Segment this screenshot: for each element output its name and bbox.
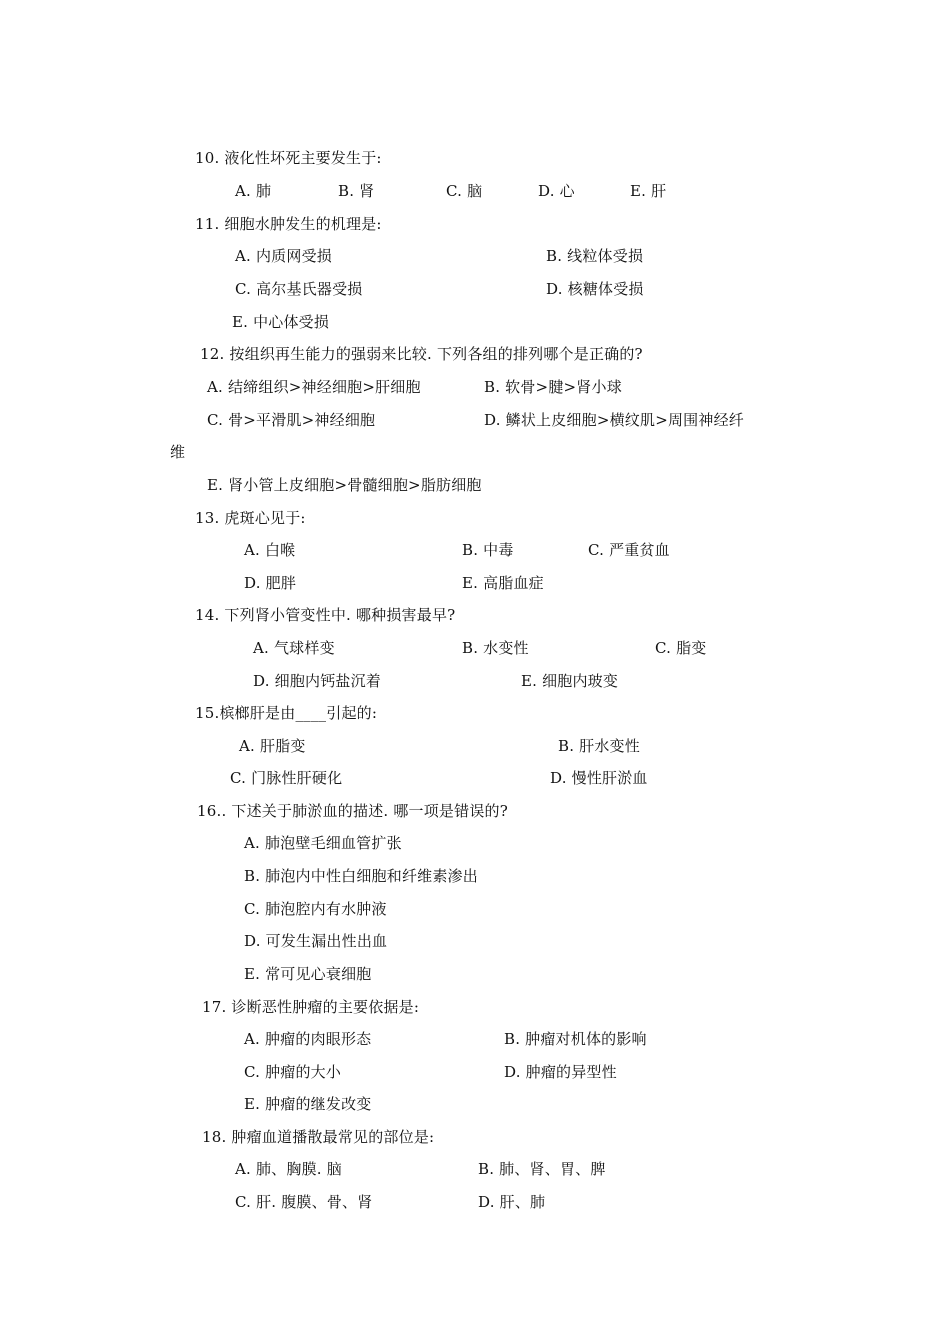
question-10-option-a: A. 肺 — [235, 182, 272, 200]
question-12-stem: 12. 按组织再生能力的强弱来比较. 下列各组的排列哪个是正确的? — [200, 345, 643, 363]
question-14-option-b: B. 水变性 — [462, 639, 529, 657]
question-14-option-e: E. 细胞内玻变 — [521, 672, 619, 690]
question-13-option-e: E. 高脂血症 — [462, 574, 544, 592]
question-12-option-a: A. 结缔组织>神经细胞>肝细胞 — [207, 378, 421, 396]
question-10-stem: 10. 液化性坏死主要发生于: — [195, 149, 382, 167]
question-16-option-a: A. 肺泡壁毛细血管扩张 — [244, 834, 402, 852]
question-17-stem: 17. 诊断恶性肿瘤的主要依据是: — [202, 998, 420, 1016]
question-13-stem: 13. 虎斑心见于: — [195, 509, 306, 527]
question-11-option-e: E. 中心体受损 — [232, 313, 330, 331]
question-18-option-a: A. 肺、胸膜. 脑 — [235, 1160, 342, 1178]
question-12-option-d-continuation: 维 — [170, 443, 186, 461]
question-14-option-a: A. 气球样变 — [253, 639, 335, 657]
question-16-stem: 16.. 下述关于肺淤血的描述. 哪一项是错误的? — [197, 802, 508, 820]
question-18-option-c: C. 肝. 腹膜、骨、肾 — [235, 1193, 373, 1211]
question-10-option-c: C. 脑 — [446, 182, 483, 200]
question-12-option-b: B. 软骨>腱>肾小球 — [484, 378, 622, 396]
question-12-option-c: C. 骨>平滑肌>神经细胞 — [207, 411, 376, 429]
question-15-stem: 15.槟榔肝是由____引起的: — [195, 704, 378, 722]
question-18-stem: 18. 肿瘤血道播散最常见的部位是: — [202, 1128, 435, 1146]
question-11-option-c: C. 高尔基氏器受损 — [235, 280, 363, 298]
question-10-option-b: B. 肾 — [338, 182, 375, 200]
question-17-option-a: A. 肿瘤的肉眼形态 — [244, 1030, 372, 1048]
question-16-option-b: B. 肺泡内中性白细胞和纤维素渗出 — [244, 867, 478, 885]
question-15-option-a: A. 肝脂变 — [239, 737, 306, 755]
question-11-option-a: A. 内质网受损 — [235, 247, 332, 265]
question-18-option-b: B. 肺、肾、胃、脾 — [478, 1160, 606, 1178]
question-11-option-d: D. 核糖体受损 — [546, 280, 644, 298]
question-12-option-e: E. 肾小管上皮细胞>骨髓细胞>脂肪细胞 — [207, 476, 482, 494]
question-17-option-d: D. 肿瘤的异型性 — [504, 1063, 617, 1081]
question-15-option-d: D. 慢性肝淤血 — [550, 769, 648, 787]
question-15-option-b: B. 肝水变性 — [558, 737, 640, 755]
question-16-option-c: C. 肺泡腔内有水肿液 — [244, 900, 387, 918]
question-16-option-e: E. 常可见心衰细胞 — [244, 965, 372, 983]
question-18-option-d: D. 肝、肺 — [478, 1193, 546, 1211]
question-12-option-d: D. 鳞状上皮细胞>横纹肌>周围神经纤 — [484, 411, 744, 429]
question-10-option-e: E. 肝 — [630, 182, 667, 200]
question-14-option-c: C. 脂变 — [655, 639, 707, 657]
question-14-stem: 14. 下列肾小管变性中. 哪种损害最早? — [195, 606, 456, 624]
question-17-option-e: E. 肿瘤的继发改变 — [244, 1095, 372, 1113]
question-17-option-c: C. 肿瘤的大小 — [244, 1063, 342, 1081]
question-13-option-b: B. 中毒 — [462, 541, 514, 559]
question-11-option-b: B. 线粒体受损 — [546, 247, 644, 265]
question-16-option-d: D. 可发生漏出性出血 — [244, 932, 388, 950]
question-17-option-b: B. 肿瘤对机体的影响 — [504, 1030, 647, 1048]
question-13-option-a: A. 白喉 — [244, 541, 296, 559]
question-13-option-d: D. 肥胖 — [244, 574, 297, 592]
question-10-option-d: D. 心 — [538, 182, 575, 200]
question-11-stem: 11. 细胞水肿发生的机理是: — [195, 215, 382, 233]
question-13-option-c: C. 严重贫血 — [588, 541, 670, 559]
question-14-option-d: D. 细胞内钙盐沉着 — [253, 672, 382, 690]
question-15-option-c: C. 门脉性肝硬化 — [230, 769, 343, 787]
